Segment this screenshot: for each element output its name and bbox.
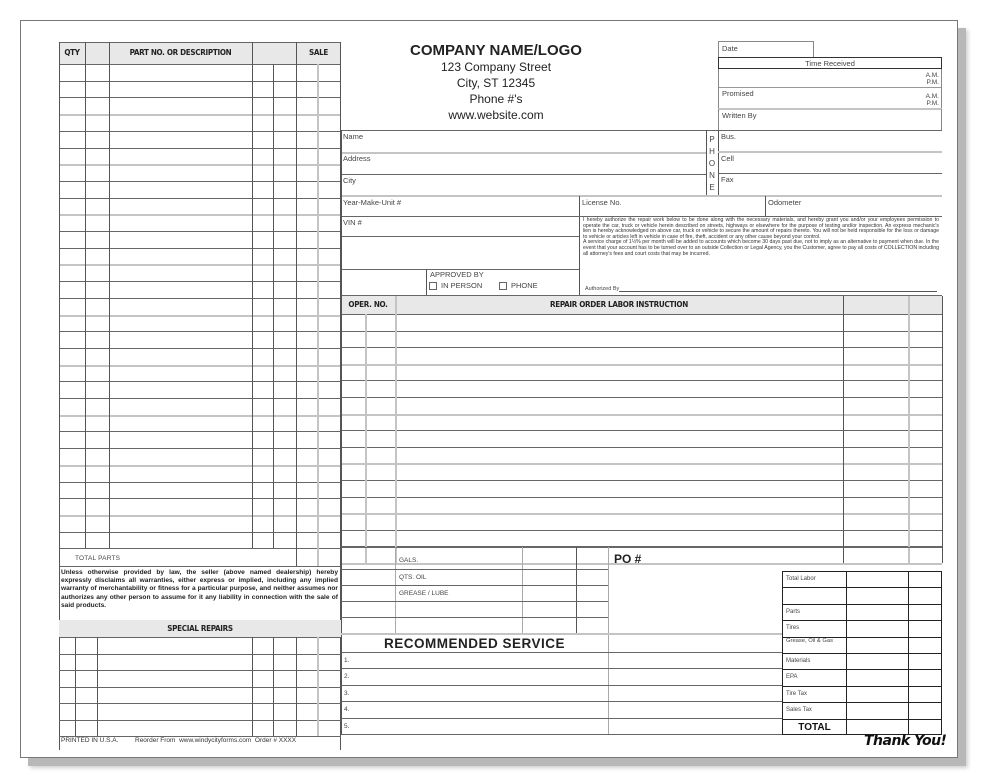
grid-line [365, 314, 367, 563]
qty-header: QTY [64, 48, 80, 57]
company-phone: Phone #'s [469, 92, 523, 106]
totals-row-label: Tire Tax [786, 690, 808, 697]
parts-row[interactable] [60, 316, 340, 331]
labor-row[interactable] [342, 531, 941, 546]
customer-city-field[interactable] [341, 174, 706, 195]
parts-row[interactable] [60, 432, 340, 447]
recommended-item-number: 2. [344, 673, 350, 681]
approved-by-label: APPROVED BY [430, 270, 484, 279]
reorder-info: Reorder From www.windycityforms.com Order # XXXX [135, 737, 297, 744]
address-label: Address [343, 154, 371, 163]
parts-row[interactable] [60, 516, 340, 531]
totals-row-label: Tires [786, 625, 800, 632]
parts-row[interactable] [60, 332, 340, 347]
labor-instruction-header: REPAIR ORDER LABOR INSTRUCTION [550, 300, 688, 309]
parts-row[interactable] [60, 399, 340, 414]
labor-row[interactable] [342, 315, 941, 330]
special-repair-row[interactable] [60, 655, 340, 670]
labor-row[interactable] [342, 481, 941, 496]
parts-row[interactable] [60, 382, 340, 397]
parts-row[interactable] [60, 98, 340, 113]
parts-row[interactable] [60, 265, 340, 280]
parts-row[interactable] [60, 499, 340, 514]
authorized-by-signature-line[interactable] [619, 291, 937, 292]
cell-phone-field[interactable] [718, 152, 942, 173]
special-repair-row[interactable] [60, 638, 340, 653]
parts-row[interactable] [60, 149, 340, 164]
parts-row[interactable] [60, 416, 340, 431]
company-header [381, 43, 611, 123]
odometer-field[interactable] [765, 196, 942, 216]
parts-row[interactable] [60, 282, 340, 297]
grease-lube-label: GREASE / LUBE [399, 590, 449, 597]
labor-row[interactable] [342, 332, 941, 347]
license-field[interactable] [579, 196, 765, 216]
po-number-label: PO # [614, 552, 642, 566]
printed-in-usa: PRINTED IN U.S.A. [61, 737, 119, 744]
city-label: City [343, 176, 356, 185]
time-received-ampm: A.M. P.M. [925, 72, 939, 86]
parts-row[interactable] [60, 366, 340, 381]
gals-label: GALS. [399, 557, 419, 564]
special-repair-row[interactable] [60, 704, 340, 719]
grid-line [942, 296, 943, 563]
odometer-label: Odometer [768, 198, 802, 207]
checkbox-icon[interactable] [499, 282, 507, 290]
promised-ampm: A.M. P.M. [925, 93, 939, 107]
grid-line [75, 637, 76, 736]
parts-row[interactable] [60, 466, 340, 481]
parts-row[interactable] [60, 299, 340, 314]
special-repair-row[interactable] [60, 721, 340, 736]
recommended-service-title: RECOMMENDED SERVICE [383, 636, 566, 651]
bus-phone-field[interactable] [718, 130, 942, 151]
recommended-item-number: 1. [344, 657, 350, 664]
totals-row-label: Sales Tax [786, 707, 812, 714]
grid-line [843, 296, 844, 563]
parts-row[interactable] [60, 132, 340, 147]
written-by-label: Written By [722, 111, 757, 120]
approve-phone-checkbox[interactable]: PHONE [499, 281, 538, 290]
promised-label: Promised [722, 89, 754, 98]
totals-row-label: Parts [786, 608, 801, 615]
date-field[interactable] [718, 41, 814, 57]
grid-line [341, 734, 782, 735]
parts-row[interactable] [60, 199, 340, 214]
parts-row[interactable] [60, 65, 340, 80]
recommended-service-line[interactable] [342, 702, 607, 716]
grid-line [341, 563, 942, 565]
labor-row[interactable] [342, 381, 941, 396]
labor-row[interactable] [342, 464, 941, 479]
labor-row[interactable] [342, 448, 941, 463]
company-city: City, ST 12345 [456, 76, 536, 90]
parts-row[interactable] [60, 115, 340, 130]
grid-line [59, 548, 341, 549]
grid-line [395, 296, 397, 563]
grid-line [296, 42, 297, 566]
labor-row[interactable] [342, 348, 941, 363]
totals-row[interactable] [783, 588, 941, 602]
totals-row-label: Materials [786, 658, 811, 664]
qts-oil-label: QTS. OIL [399, 574, 427, 581]
totals-row[interactable] [783, 654, 941, 668]
parts-row[interactable] [60, 232, 340, 247]
totals-row[interactable] [783, 703, 941, 717]
time-received-header [718, 57, 942, 69]
totals-row[interactable] [783, 670, 941, 684]
customer-name-field[interactable] [341, 130, 706, 152]
thank-you-text: Thank You! [864, 733, 947, 749]
cell-label: Cell [721, 154, 734, 163]
date-label: Date [722, 44, 738, 53]
recommended-service-line[interactable] [342, 686, 607, 700]
company-name: COMPANY NAME/LOGO [410, 42, 582, 59]
totals-row-label: Grease, Oil & Gas [786, 637, 834, 644]
grid-line [908, 296, 910, 563]
totals-row-label: EPA [786, 674, 798, 681]
totals-row[interactable] [783, 572, 941, 586]
time-received-label: Time Received [805, 59, 855, 68]
authorization-text: I hereby authorize the repair work below to be done along with the necessary materials, and hereby grant you and/or your employees permission to operate the car, truck or vehicle herein described on streets, highways or elsewhere for the purpose of testing and/or inspection. An express mechanic's lien is hereby acknowledged on above car, truck or vehicle to secure the amount of repairs thereto. You will not be held responsible for the loss or damage to vehicle or articles left in vehicle in case of fire, theft, accident or any other cause beyond your control. A service charge of 1½% per month will be added to accounts which become 30 days past due, not to imply as an alternative to payment when due. In the event that your account has to be turned over to an outside Collection or Legal Agency, you the Customer, agree to pay all costs of COLLECTION including all attorney's fees and court costs that may be incurred. [583, 217, 939, 257]
recommended-item-number: 3. [344, 689, 350, 697]
grid-line [59, 566, 341, 567]
vin-field[interactable] [341, 216, 579, 236]
company-street: 123 Company Street [440, 60, 552, 74]
phone-vertical-label: P H O N E [708, 135, 716, 192]
po-number-field[interactable] [610, 567, 782, 633]
parts-table [59, 42, 341, 750]
special-repair-row[interactable] [60, 671, 340, 686]
grid-line [273, 64, 274, 548]
repair-order-form [20, 20, 958, 758]
total-parts-label: TOTAL PARTS [75, 555, 121, 562]
approve-in-person-checkbox[interactable]: IN PERSON [429, 281, 482, 290]
labor-row[interactable] [342, 415, 941, 430]
recommended-service-line[interactable] [342, 719, 607, 733]
fax-field[interactable] [718, 173, 942, 195]
grid-line [273, 637, 274, 736]
parts-row[interactable] [60, 483, 340, 498]
grid-line [317, 637, 319, 736]
parts-row[interactable] [60, 165, 340, 180]
parts-row[interactable] [60, 349, 340, 364]
grid-line [59, 42, 60, 548]
parts-row[interactable] [60, 182, 340, 197]
parts-row[interactable] [60, 82, 340, 97]
fax-label: Fax [721, 175, 734, 184]
totals-row[interactable] [783, 621, 941, 635]
labor-row[interactable] [342, 514, 941, 529]
warranty-disclaimer: Unless otherwise provided by law, the seller (above named dealership) hereby expressly disclaims all warranties, either express or implied, including any implied warranty of merchantability or fitness for a particular purpose, and neither assumes nor authorizes any other person to assume for it any liability in connection with the sale of said products. [61, 569, 338, 609]
grid-line [109, 42, 110, 548]
labor-row[interactable] [342, 431, 941, 446]
grid-line [252, 637, 253, 736]
bus-label: Bus. [721, 132, 737, 141]
company-website: www.website.com [448, 108, 544, 122]
name-label: Name [343, 132, 364, 141]
customer-address-field[interactable] [341, 153, 706, 174]
parts-row[interactable] [60, 215, 340, 230]
special-repair-row[interactable] [60, 688, 340, 703]
recommended-service-line[interactable] [342, 669, 607, 683]
grid-line [59, 42, 341, 43]
totals-row[interactable] [783, 720, 941, 734]
labor-row[interactable] [342, 365, 941, 380]
parts-row[interactable] [60, 249, 340, 264]
grand-total-label: TOTAL [798, 721, 831, 733]
special-repairs-title: SPECIAL REPAIRS [167, 624, 233, 633]
authorized-by-label: Authorized By [585, 286, 620, 292]
labor-row[interactable] [342, 547, 941, 562]
vin-label: VIN # [343, 218, 362, 227]
parts-row[interactable] [60, 449, 340, 464]
grid-line [97, 637, 98, 736]
totals-row-label: Total Labor [786, 576, 816, 582]
checkbox-icon[interactable] [429, 282, 437, 290]
grid-line [85, 42, 86, 548]
grid-line [296, 637, 297, 736]
year-make-field[interactable] [341, 196, 579, 216]
labor-row[interactable] [342, 498, 941, 513]
recommended-item-number: 4. [344, 706, 350, 714]
oper-no-header: OPER. NO. [348, 300, 388, 309]
labor-row[interactable] [342, 398, 941, 413]
totals-row[interactable] [783, 687, 941, 701]
year-make-label: Year-Make-Unit # [343, 198, 402, 207]
written-by-field[interactable] [718, 109, 942, 130]
recommended-item-number: 5. [344, 722, 350, 730]
grid-line [252, 42, 253, 548]
sale-header: SALE [308, 48, 329, 57]
promised-field[interactable] [718, 87, 942, 108]
totals-row[interactable] [783, 605, 941, 619]
time-received-field[interactable] [718, 69, 942, 87]
recommended-service-line[interactable] [342, 653, 607, 667]
license-label: License No. [582, 198, 622, 207]
totals-row[interactable] [783, 638, 941, 652]
grid-line [317, 64, 319, 566]
part-description-header: PART NO. OR DESCRIPTION [129, 48, 232, 57]
parts-row[interactable] [60, 533, 340, 548]
